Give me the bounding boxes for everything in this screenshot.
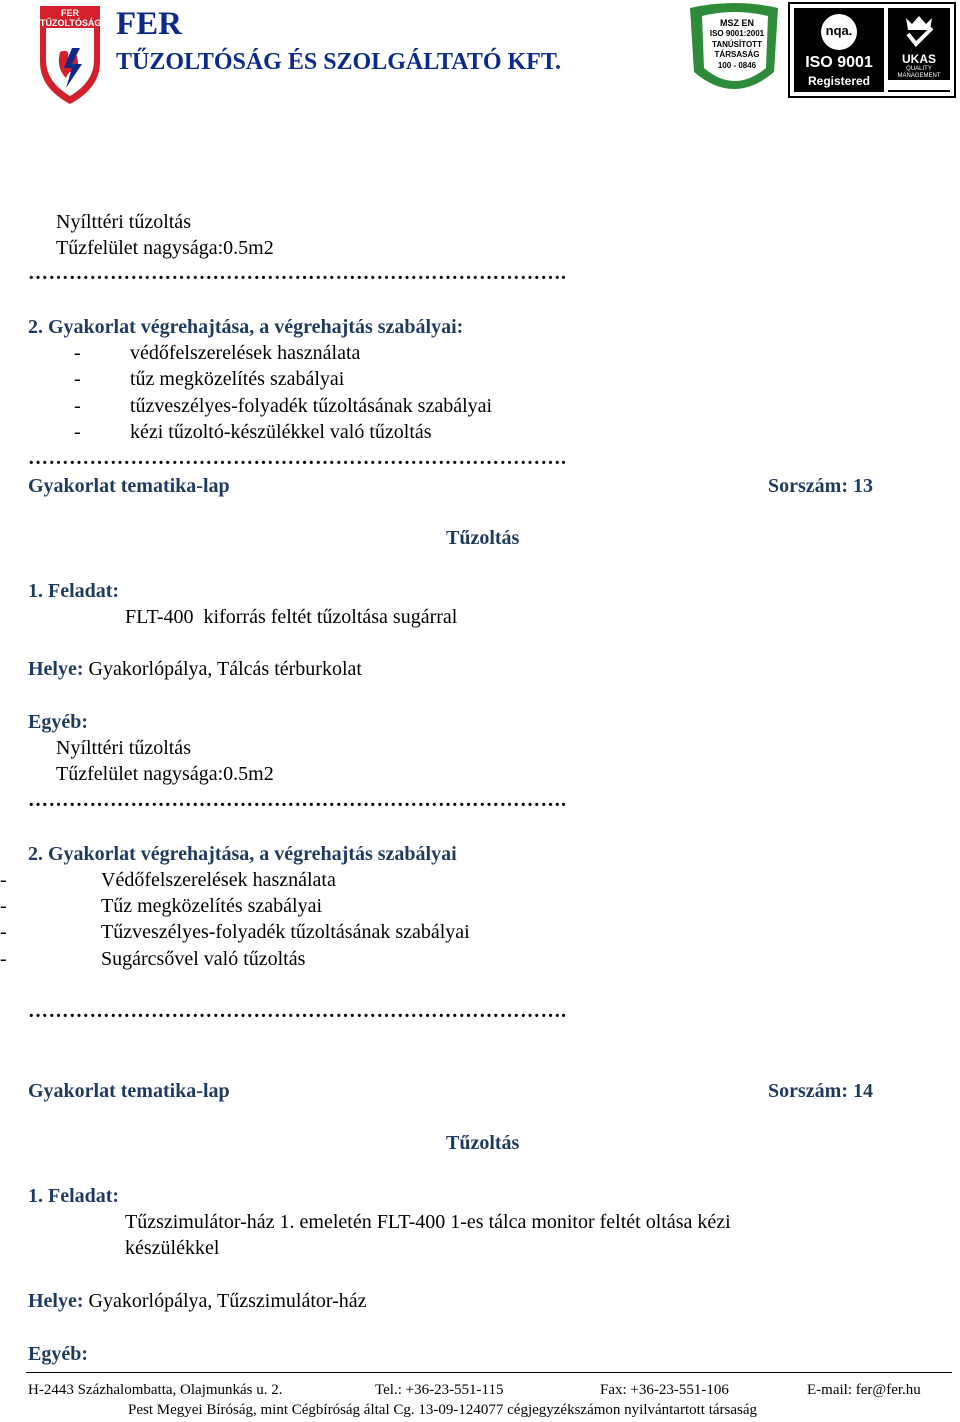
task-text-line-1: Tűzszimulátor-ház 1. emeletén FLT-400 1-es tálca monitor feltét oltása kézi xyxy=(125,1211,731,1233)
separator: ……………………………………………………………………. xyxy=(28,1000,567,1022)
footer-fax: Fax: +36-23-551-106 xyxy=(600,1382,729,1398)
other-label: Egyéb: xyxy=(28,1343,88,1365)
topic-title: Tűzoltás xyxy=(446,1132,520,1154)
separator: ……………………………………………………………………. xyxy=(28,789,567,811)
list-dash: - xyxy=(74,368,81,390)
task-text: FLT-400 kiforrás feltét tűzoltása sugárral xyxy=(125,606,458,628)
iso-certified-badge xyxy=(684,2,784,100)
list-item: Tűz megközelítés szabályai xyxy=(101,895,323,917)
list-dash: - xyxy=(0,921,7,943)
list-dash: - xyxy=(74,421,81,443)
location-label: Helye: xyxy=(28,1290,84,1312)
location-line xyxy=(28,1289,367,1313)
list-item: Tűzveszélyes-folyadék tűzoltásának szabályai xyxy=(101,921,470,943)
location-text: Gyakorlópálya, Tűzszimulátor-ház xyxy=(88,1290,367,1312)
location-line xyxy=(28,657,362,681)
step2-title: 2. Gyakorlat végrehajtása, a végrehajtás szabályai: xyxy=(28,316,464,338)
location-label: Helye: xyxy=(28,658,84,680)
nqa-ukas-certification xyxy=(788,2,956,98)
list-dash: - xyxy=(0,869,7,891)
list-dash: - xyxy=(0,895,7,917)
list-item: kézi tűzoltó-készülékkel való tűzoltás xyxy=(130,421,432,443)
footer-phone: Tel.: +36-23-551-115 xyxy=(375,1382,504,1398)
cert-badge-line-4: TÁRSASÁG xyxy=(714,50,760,59)
crown-check-icon xyxy=(888,10,950,50)
list-item: tűz megközelítés szabályai xyxy=(130,368,345,390)
cert-badge-line-3: TANÚSÍTOTT xyxy=(712,40,762,49)
sheet-heading: Gyakorlat tematika-lap xyxy=(28,1080,230,1102)
other-label: Egyéb: xyxy=(28,711,88,733)
list-item: védőfelszerelések használata xyxy=(130,342,361,364)
egyeb-line-1: Nyílttéri tűzoltás xyxy=(56,211,191,233)
company-full-name: TŰZOLTÓSÁG ÉS SZOLGÁLTATÓ KFT. xyxy=(116,49,562,75)
ukas-subtext: QUALITY MANAGEMENT xyxy=(897,66,941,79)
cert-badge-line-2: ISO 9001:2001 xyxy=(709,29,765,38)
list-dash: - xyxy=(0,948,7,970)
egyeb-line-2: Tűzfelület nagysága:0.5m2 xyxy=(56,763,274,785)
location-text: Gyakorlópálya, Tálcás térburkolat xyxy=(88,658,362,680)
egyeb-line-1: Nyílttéri tűzoltás xyxy=(56,737,191,759)
nqa-logo-circle xyxy=(821,14,857,50)
topic-title: Tűzoltás xyxy=(446,527,520,549)
list-dash: - xyxy=(74,395,81,417)
egyeb-line-2: Tűzfelület nagysága:0.5m2 xyxy=(56,237,274,259)
separator: ……………………………………………………………………. xyxy=(28,447,567,469)
footer-divider xyxy=(26,1372,952,1373)
list-item: Védőfelszerelések használata xyxy=(101,869,336,891)
ukas-text: UKAS xyxy=(901,52,936,66)
nqa-iso-panel xyxy=(794,8,884,92)
task-text-line-2: készülékkel xyxy=(125,1237,220,1259)
cert-badge-line-1: MSZ EN xyxy=(719,18,754,28)
sheet-heading: Gyakorlat tematika-lap xyxy=(28,475,230,497)
step2-title: 2. Gyakorlat végrehajtása, a végrehajtás szabályai xyxy=(28,843,457,865)
ukas-panel xyxy=(888,8,950,92)
separator: ……………………………………………………………………. xyxy=(28,262,567,284)
task-label: 1. Feladat: xyxy=(28,580,120,602)
company-short-name: FER xyxy=(116,6,182,42)
registered-text: Registered xyxy=(807,74,871,88)
sheet-number: Sorszám: 14 xyxy=(768,1080,873,1102)
sheet-number: Sorszám: 13 xyxy=(768,475,873,497)
nqa-logo-text: nqa. xyxy=(825,23,853,38)
cert-badge-line-5: 100 - 0846 xyxy=(717,61,757,70)
list-item: Sugárcsővel való tűzoltás xyxy=(101,948,306,970)
footer-email[interactable]: E-mail: fer@fer.hu xyxy=(807,1382,921,1398)
list-item: tűzveszélyes-folyadék tűzoltásának szabályai xyxy=(130,395,493,417)
task-label: 1. Feladat: xyxy=(28,1185,120,1207)
iso-9001-text: ISO 9001 xyxy=(805,54,873,71)
footer-address: H-2443 Százhalombatta, Olajmunkás u. 2. xyxy=(28,1382,283,1398)
logo-badge-text: FER TŰZOLTÓSÁG xyxy=(40,8,102,28)
footer-registry: Pest Megyei Bíróság, mint Cégbíróság által Cg. 13-09-124077 cégjegyzékszámon nyilvántartott társaság xyxy=(128,1402,758,1418)
company-logo xyxy=(36,2,104,106)
ukas-number: 015 xyxy=(888,80,950,90)
list-dash: - xyxy=(74,342,81,364)
